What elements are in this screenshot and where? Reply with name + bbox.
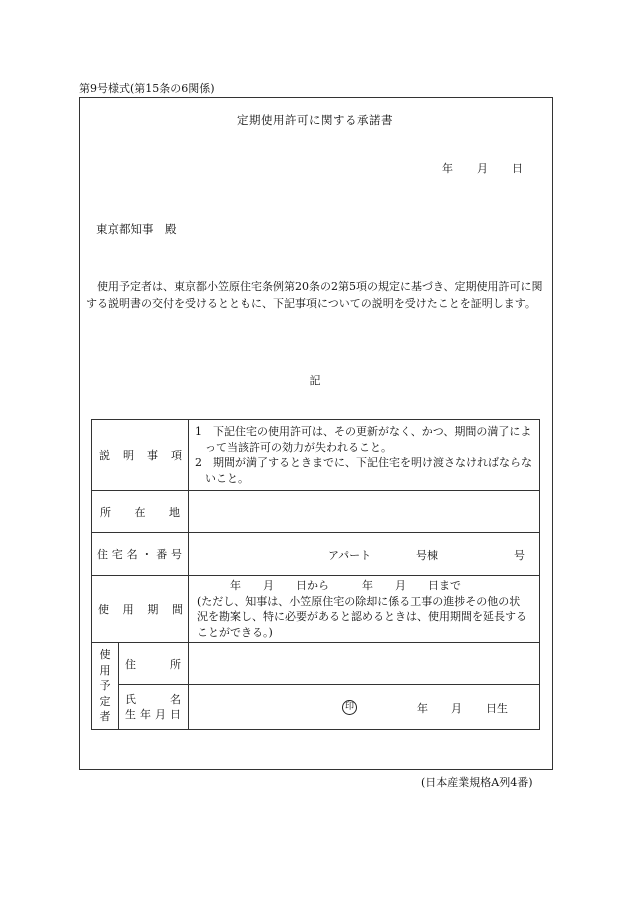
explanation-row bbox=[92, 420, 540, 491]
planned-user-label: 使 用 予 定 者 bbox=[92, 643, 119, 730]
user-address-field[interactable] bbox=[189, 643, 540, 685]
birth-year: 年 bbox=[417, 701, 428, 715]
explanation-content bbox=[189, 420, 540, 491]
apartment-label: アパート bbox=[328, 549, 372, 562]
date-year: 年 bbox=[442, 162, 453, 175]
explanation-item-1: 1 下記住宅の使用許可は、その更新がなく、かつ、期間の満了によって当該許可の効力が失われること。 bbox=[195, 425, 532, 454]
user-address-label: 住 所 bbox=[119, 643, 189, 685]
birth-day: 日生 bbox=[486, 701, 508, 715]
date-line bbox=[442, 160, 523, 176]
period-row bbox=[92, 576, 540, 643]
user-name-birth-label: 氏 名 生 年 月 日 bbox=[119, 685, 189, 730]
addressee: 東京都知事 殿 bbox=[96, 222, 177, 236]
period-dates: 年 月 日から 年 月 日まで bbox=[230, 579, 461, 592]
paper-size-note: (日本産業規格A列4番) bbox=[421, 776, 533, 789]
location-field[interactable] bbox=[189, 491, 540, 533]
seal-icon: 印 bbox=[342, 700, 357, 715]
unit-number-label: 号 bbox=[514, 549, 525, 562]
location-label: 所 在 地 bbox=[92, 491, 189, 533]
date-month: 月 bbox=[477, 162, 488, 175]
form-number: 第9号様式(第15条の6関係) bbox=[79, 82, 215, 95]
housing-field[interactable] bbox=[189, 533, 540, 576]
period-label: 使 用 期 間 bbox=[92, 576, 189, 643]
date-day: 日 bbox=[512, 162, 523, 175]
statement-text: 使用予定者は、東京都小笠原住宅条例第20条の2第5項の規定に基づき、定期使用許可に関する説明書の交付を受けるとともに、下記事項についての説明を受けたことを証明します。 bbox=[86, 280, 543, 310]
user-name-field[interactable] bbox=[189, 685, 540, 730]
building-label: 号棟 bbox=[416, 549, 438, 562]
ki-heading: 記 bbox=[309, 374, 321, 387]
period-note: (ただし、知事は、小笠原住宅の除却に係る工事の進捗その他の状況を勘案し、特に必要があると認めるときは、使用期間を延長することができる。) bbox=[197, 594, 527, 639]
detail-table bbox=[91, 419, 540, 730]
explanation-item-2: 2 期間が満了するときまでに、下記住宅を明け渡さなければならないこと。 bbox=[195, 456, 532, 485]
birth-month: 月 bbox=[451, 701, 462, 715]
explanation-label: 説 明 事 項 bbox=[92, 420, 189, 491]
housing-label: 住 宅 名 ・ 番 号 bbox=[92, 533, 189, 576]
housing-row bbox=[92, 533, 540, 576]
period-content bbox=[189, 576, 540, 643]
user-address-row bbox=[92, 643, 540, 685]
location-row bbox=[92, 491, 540, 533]
document-title: 定期使用許可に関する承諾書 bbox=[237, 113, 393, 127]
user-name-row bbox=[92, 685, 540, 730]
